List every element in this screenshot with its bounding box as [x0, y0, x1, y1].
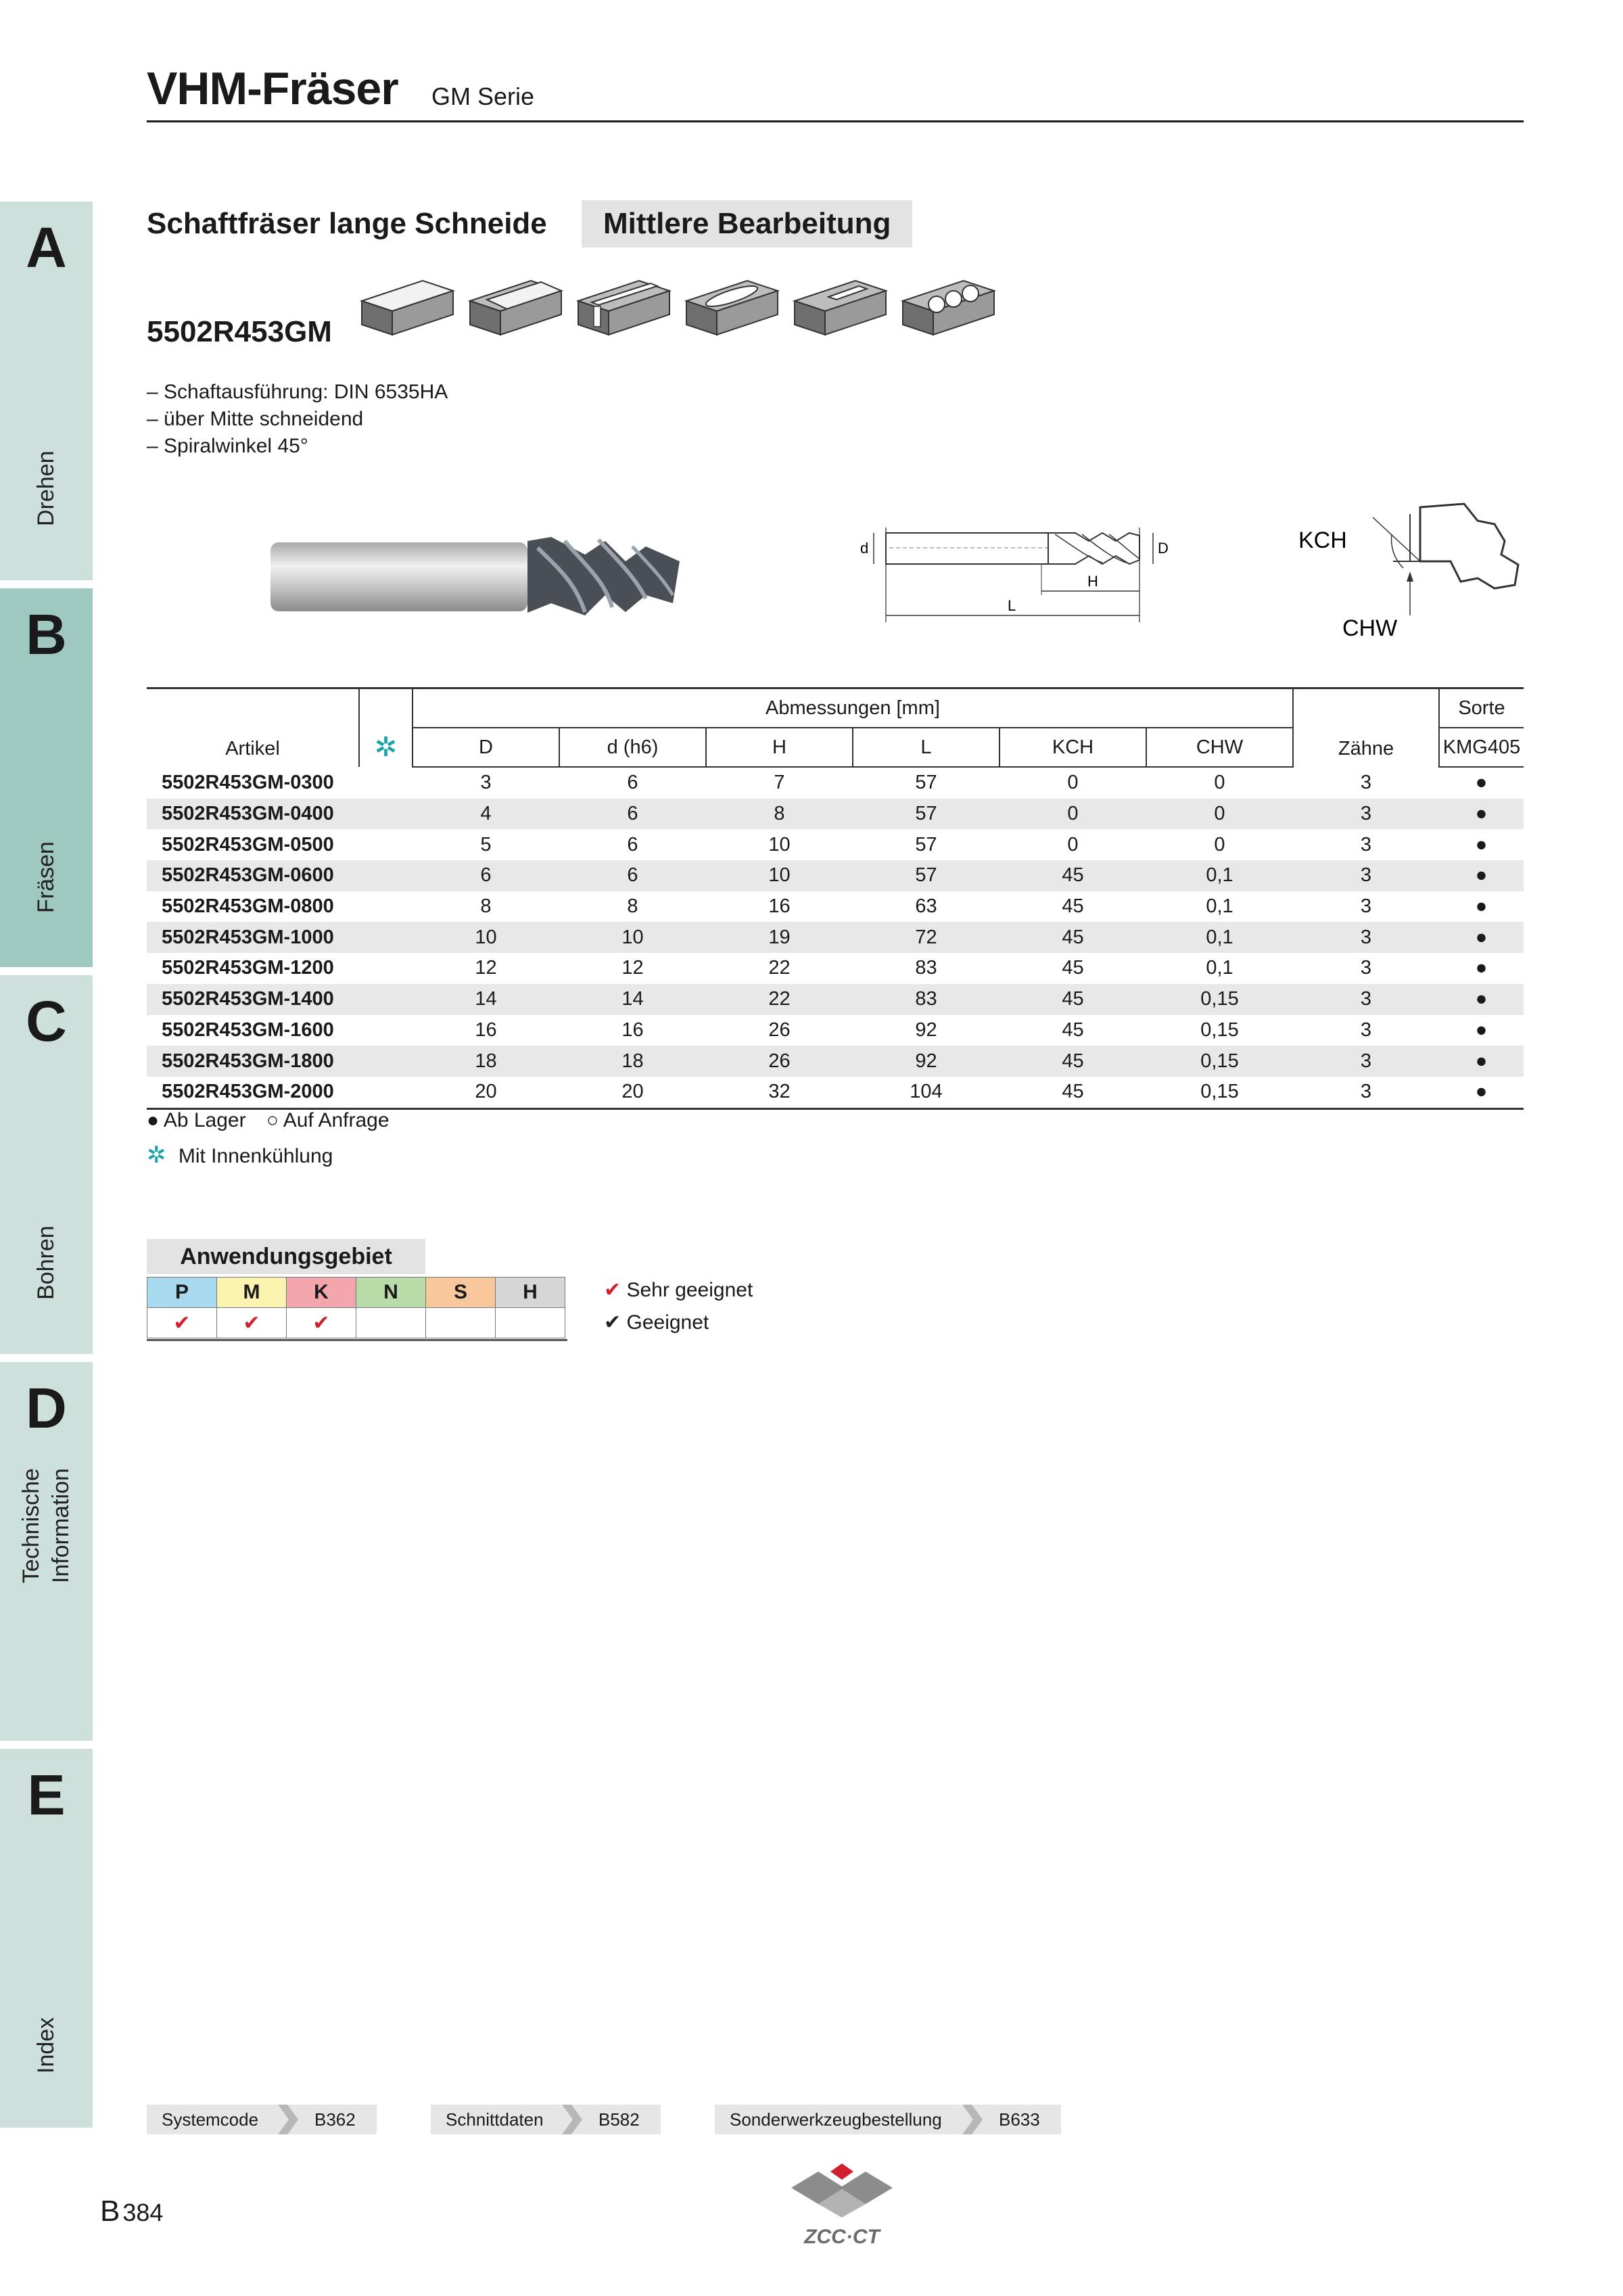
material-mark [356, 1308, 426, 1338]
cell-H: 7 [774, 772, 785, 794]
cell-CHW: 0,1 [1206, 895, 1233, 918]
cell-CHW: 0,15 [1146, 1077, 1293, 1108]
link-page: B582 [598, 2109, 640, 2130]
cell-teeth: 3 [1360, 833, 1372, 856]
cell-L: 57 [915, 833, 937, 856]
cell-KCH: 45 [1062, 1018, 1084, 1041]
side-tab-letter: D [26, 1376, 67, 1440]
cell-article: 5502R453GM-0400 [147, 799, 359, 830]
col-coolant-icon: ✲ [359, 688, 413, 768]
material-k: K [287, 1278, 356, 1308]
col-CHW: CHW [1146, 728, 1293, 767]
cell-teeth: 3 [1293, 1046, 1439, 1077]
cell-H: 26 [768, 1018, 791, 1041]
stock-label: Ab Lager [163, 1109, 246, 1131]
link-page: B633 [999, 2109, 1040, 2130]
cell-H: 10 [768, 833, 791, 856]
col-L: L [853, 728, 999, 767]
table-row [147, 891, 1524, 922]
table-row [147, 1015, 1524, 1046]
section-tag: Mittlere Bearbeitung [582, 200, 912, 248]
availability-legend [147, 1109, 390, 1132]
dim-label-chw: CHW [1342, 615, 1398, 641]
side-tab-e[interactable] [0, 1749, 93, 2128]
coolant-legend [147, 1142, 333, 1169]
chevron-right-icon [960, 2105, 984, 2134]
cell-D: 18 [413, 1046, 559, 1077]
cell-D: 14 [413, 984, 559, 1015]
coolant-icon: ✲ [147, 1142, 166, 1168]
cell-D: 10 [413, 922, 559, 953]
cell-CHW: 0,15 [1200, 1018, 1239, 1041]
dim-label-D: D [1158, 540, 1169, 557]
feature-item: – Schaftausführung: DIN 6535HA [147, 381, 448, 403]
link-label: Systemcode [162, 2109, 259, 2130]
cell-teeth: 3 [1293, 922, 1439, 953]
application-title: Anwendungsgebiet [147, 1239, 425, 1274]
cell-article: 5502R453GM-1400 [147, 984, 359, 1015]
dimension-drawing [832, 521, 1183, 629]
cell-D: 3 [480, 772, 492, 794]
link-page: B362 [314, 2109, 356, 2130]
cell-teeth: 3 [1293, 1077, 1439, 1108]
page-number [100, 2195, 163, 2228]
ramping-icon [795, 281, 886, 335]
material-n: N [356, 1278, 426, 1308]
chevron-right-icon [275, 2105, 300, 2134]
cell-D: 20 [413, 1077, 559, 1108]
cell-L: 92 [915, 1018, 937, 1041]
cell-grade: ● [1475, 957, 1488, 979]
table-row [147, 860, 1524, 891]
table-row [147, 767, 1524, 799]
cell-L: 63 [915, 895, 937, 918]
cell-grade: ● [1475, 1018, 1488, 1041]
cell-KCH: 45 [1062, 895, 1084, 918]
side-tab-label: Technische Information [18, 1468, 74, 1584]
cell-CHW: 0 [1146, 799, 1293, 830]
col-article: Artikel [147, 688, 359, 768]
cell-KCH: 45 [999, 984, 1146, 1015]
link-label: Sonderwerkzeugbestellung [730, 2109, 942, 2130]
cell-H: 32 [706, 1077, 853, 1108]
material-mark: ✔ [287, 1308, 356, 1338]
feature-item: – über Mitte schneidend [147, 408, 364, 430]
cell-article: 5502R453GM-1800 [147, 1046, 359, 1077]
cell-coolant [359, 922, 413, 953]
col-group-grade: Sorte [1439, 688, 1524, 728]
shoulder-milling-icon [470, 281, 561, 335]
cell-KCH: 45 [999, 1046, 1146, 1077]
material-h: H [496, 1278, 565, 1308]
cell-KCH: 45 [1062, 957, 1084, 979]
dim-label-H: H [1087, 573, 1098, 590]
cell-coolant [359, 860, 413, 891]
cell-coolant [359, 1046, 413, 1077]
cell-coolant [359, 829, 413, 860]
cell-article: 5502R453GM-0600 [147, 860, 359, 891]
cell-H: 10 [706, 860, 853, 891]
face-milling-icon [362, 281, 453, 335]
cell-H: 22 [706, 984, 853, 1015]
cell-teeth: 3 [1360, 895, 1372, 918]
cell-L: 83 [853, 984, 999, 1015]
cell-d: 6 [559, 799, 706, 830]
cell-L: 57 [853, 860, 999, 891]
table-row [147, 1077, 1524, 1108]
cell-grade: ● [1439, 799, 1524, 830]
page-digits: 384 [122, 2199, 164, 2226]
dim-label-kch: KCH [1298, 528, 1347, 553]
cell-CHW: 0 [1214, 833, 1225, 856]
slot-milling-icon [578, 281, 669, 335]
cell-teeth: 3 [1360, 957, 1372, 979]
cell-article: 5502R453GM-0300 [162, 771, 334, 793]
cell-article: 5502R453GM-0800 [162, 895, 334, 918]
cell-CHW: 0 [1214, 772, 1225, 794]
cell-d: 16 [621, 1018, 644, 1041]
cell-L: 72 [853, 922, 999, 953]
cell-D: 4 [413, 799, 559, 830]
cell-H: 19 [706, 922, 853, 953]
cell-article: 5502R453GM-0500 [162, 833, 334, 856]
cell-grade: ● [1439, 922, 1524, 953]
stock-symbol: ● [147, 1109, 160, 1131]
col-D: D [413, 728, 559, 767]
cell-D: 16 [475, 1018, 497, 1041]
cell-L: 57 [915, 772, 937, 794]
cell-CHW: 0,1 [1146, 922, 1293, 953]
side-tab-label: Fräsen [33, 841, 59, 913]
pocket-milling-icon [686, 281, 778, 335]
cell-d: 6 [627, 833, 638, 856]
table-row [147, 829, 1524, 860]
side-tab-letter: B [26, 603, 67, 666]
cell-CHW: 0,1 [1206, 957, 1233, 979]
application-divider [147, 1339, 567, 1341]
corner-chamfer-drawing [1285, 487, 1528, 656]
legend-very-suitable [604, 1278, 753, 1302]
cell-H: 8 [706, 799, 853, 830]
cell-d: 6 [627, 772, 638, 794]
cell-teeth: 3 [1293, 799, 1439, 830]
cell-coolant [359, 767, 413, 799]
cell-coolant [359, 891, 413, 922]
side-tab-b[interactable] [0, 588, 93, 967]
col-KCH: KCH [999, 728, 1146, 767]
page-subtitle: GM Serie [431, 83, 535, 110]
col-grade: KMG405 [1439, 728, 1524, 767]
cell-d: 20 [559, 1077, 706, 1108]
col-d: d (h6) [559, 728, 706, 767]
cell-teeth: 3 [1293, 860, 1439, 891]
cell-d: 14 [559, 984, 706, 1015]
side-tab-d[interactable] [0, 1362, 93, 1741]
table-row [147, 922, 1524, 953]
request-symbol: ○ [266, 1109, 279, 1131]
side-tab-letter: A [26, 216, 67, 279]
chevron-right-icon [559, 2105, 584, 2134]
cell-H: 22 [768, 957, 791, 979]
side-tab-letter: C [26, 989, 67, 1053]
cell-CHW: 0,1 [1146, 860, 1293, 891]
check-red-icon: ✔ [604, 1279, 621, 1301]
side-tab-c[interactable] [0, 975, 93, 1354]
cell-L: 104 [853, 1077, 999, 1108]
cell-grade: ● [1475, 833, 1488, 856]
material-mark: ✔ [147, 1308, 217, 1338]
table-row [147, 799, 1524, 830]
cell-D: 6 [413, 860, 559, 891]
cell-KCH: 45 [999, 1077, 1146, 1108]
cell-teeth: 3 [1360, 1018, 1372, 1041]
application-grid [147, 1277, 565, 1338]
link-label: Schnittdaten [446, 2109, 544, 2130]
table-row [147, 953, 1524, 984]
cell-D: 12 [475, 957, 497, 979]
cell-CHW: 0,15 [1146, 1046, 1293, 1077]
cell-CHW: 0,15 [1146, 984, 1293, 1015]
section-title: Schaftfräser lange Schneide [147, 207, 547, 240]
check-black-icon: ✔ [604, 1311, 621, 1334]
cell-L: 57 [853, 799, 999, 830]
plunge-milling-icon [903, 281, 994, 335]
legend-suitable [604, 1311, 709, 1334]
cell-KCH: 45 [999, 922, 1146, 953]
material-p: P [147, 1278, 217, 1308]
dim-label-L: L [1008, 597, 1016, 614]
cell-H: 26 [706, 1046, 853, 1077]
cell-d: 12 [621, 957, 644, 979]
side-tab-label: Bohren [33, 1225, 59, 1300]
dim-label-d: d [860, 540, 869, 557]
feature-item: – Spiralwinkel 45° [147, 435, 308, 457]
cell-L: 92 [853, 1046, 999, 1077]
cell-grade: ● [1475, 772, 1488, 794]
page-letter: B [100, 2195, 120, 2228]
cell-d: 8 [627, 895, 638, 918]
cell-grade: ● [1439, 1077, 1524, 1108]
side-tab-a[interactable] [0, 202, 93, 580]
cell-article: 5502R453GM-2000 [147, 1077, 359, 1108]
side-tab-letter: E [27, 1763, 66, 1827]
cell-teeth: 3 [1360, 771, 1372, 793]
side-tab-label: Drehen [33, 450, 59, 526]
cell-coolant [359, 799, 413, 830]
cell-D: 5 [480, 833, 492, 856]
material-mark: ✔ [217, 1308, 287, 1338]
cell-KCH: 0 [1067, 833, 1079, 856]
cell-grade: ● [1439, 860, 1524, 891]
material-m: M [217, 1278, 287, 1308]
cell-grade: ● [1439, 984, 1524, 1015]
material-mark [426, 1308, 496, 1338]
cell-d: 6 [559, 860, 706, 891]
cell-article: 5502R453GM-1200 [162, 957, 334, 979]
table-row [147, 984, 1524, 1015]
cell-coolant [359, 1015, 413, 1046]
page-title: VHM-Fräser [147, 63, 398, 114]
cell-article: 5502R453GM-1000 [147, 922, 359, 953]
cell-KCH: 45 [999, 860, 1146, 891]
product-code: 5502R453GM [147, 315, 332, 348]
logo-text: ZCC·CT [804, 2226, 880, 2248]
cell-coolant [359, 953, 413, 984]
material-mark [496, 1308, 565, 1338]
cell-H: 16 [768, 895, 791, 918]
table-row [147, 1046, 1524, 1077]
spec-table [147, 687, 1524, 1110]
link-schnittdaten[interactable] [431, 2105, 661, 2134]
cell-article: 5502R453GM-1600 [162, 1018, 334, 1041]
end-mill-photo [267, 528, 700, 629]
link-systemcode[interactable] [147, 2105, 377, 2134]
feature-list [147, 379, 448, 460]
cell-d: 18 [559, 1046, 706, 1077]
cell-KCH: 0 [1067, 772, 1079, 794]
cell-grade: ● [1439, 1046, 1524, 1077]
col-teeth: Zähne [1293, 688, 1439, 768]
cell-d: 10 [559, 922, 706, 953]
col-group-dimensions: Abmessungen [mm] [413, 688, 1293, 728]
cell-KCH: 0 [999, 799, 1146, 830]
coolant-label: Mit Innenkühlung [178, 1145, 333, 1167]
machining-type-icons [358, 274, 1008, 348]
cell-L: 83 [915, 957, 937, 979]
col-H: H [706, 728, 853, 767]
material-s: S [426, 1278, 496, 1308]
legend-very-label: Sehr geeignet [626, 1279, 753, 1301]
cell-grade: ● [1475, 895, 1488, 918]
side-tab-label: Index [33, 2017, 59, 2074]
legend-suitable-label: Geeignet [626, 1311, 709, 1334]
cell-teeth: 3 [1293, 984, 1439, 1015]
title-divider [147, 120, 1524, 122]
request-label: Auf Anfrage [283, 1109, 390, 1131]
cell-coolant [359, 1077, 413, 1108]
cell-coolant [359, 984, 413, 1015]
cell-D: 8 [480, 895, 492, 918]
link-sonderwerkzeug[interactable] [715, 2105, 1061, 2134]
zcc-ct-logo [784, 2161, 899, 2249]
